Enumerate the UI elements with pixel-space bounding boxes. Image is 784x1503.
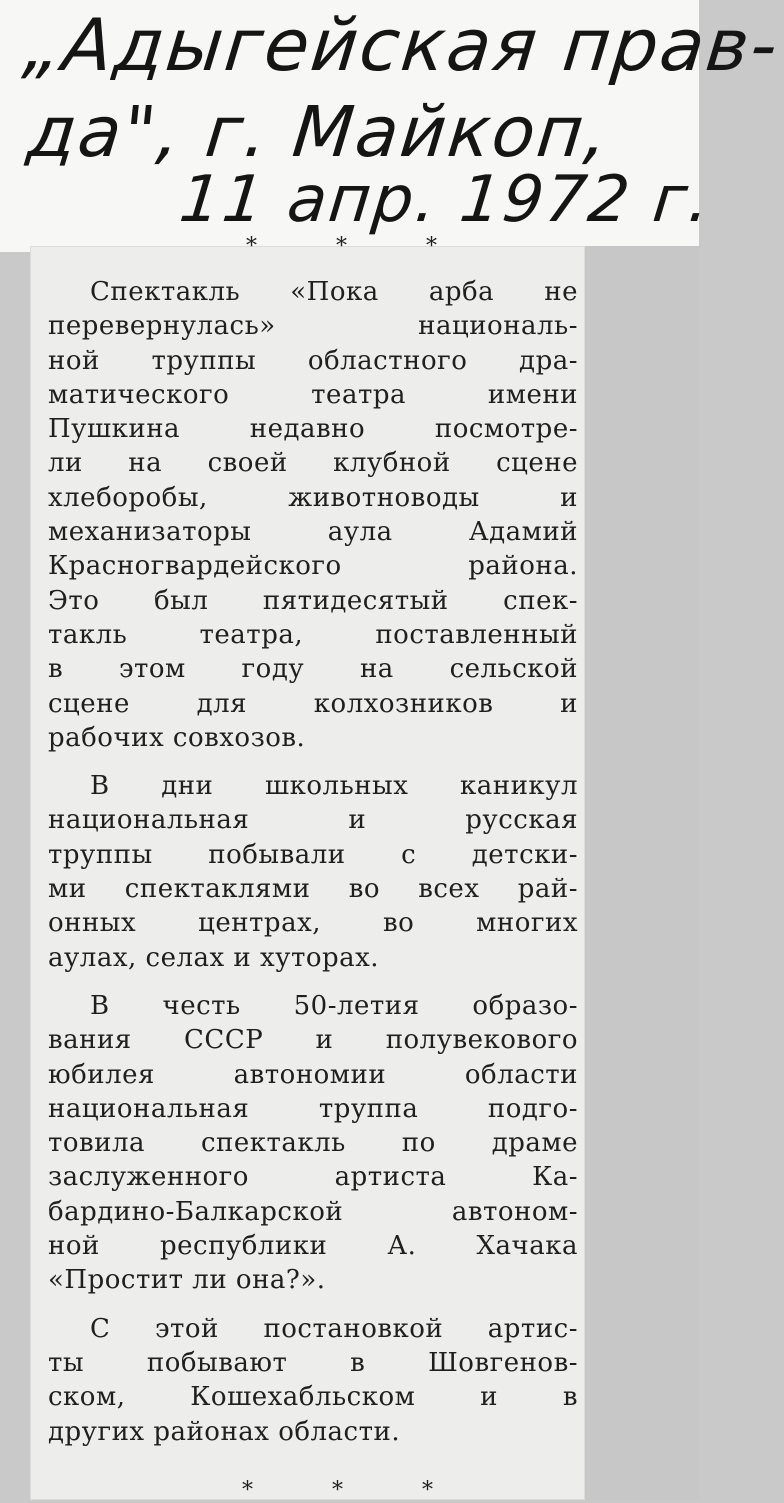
text-line: Это был пятидесятый спек- [48, 585, 578, 616]
ornament-top: * * * [246, 234, 473, 259]
text-line: перевернулась» националь- [48, 311, 578, 342]
text-line: Красногвардейского района. [48, 551, 578, 582]
handwritten-source-line-2: да", г. Майкоп, [23, 91, 614, 173]
text-line: такль театра, поставленный [48, 619, 578, 650]
text-line: матического театра имени [48, 379, 578, 410]
text-line: рабочих совхозов. [48, 722, 306, 753]
text-line: Пушкина недавно посмотре- [48, 414, 578, 445]
text-line: ной республики А. Хачака [48, 1231, 578, 1262]
paragraph-1 [48, 275, 578, 755]
text-line: труппы побывали с детски- [48, 839, 578, 870]
text-line: Спектакль «Пока арба не [90, 277, 578, 307]
text-line: В честь 50-летия образо- [90, 990, 578, 1021]
text-line: ты побывают в Шовгенов- [48, 1347, 578, 1378]
text-line: национальная труппа подго- [48, 1093, 578, 1124]
paragraph-2 [48, 769, 578, 975]
text-line: других районах области. [48, 1416, 401, 1447]
text-line: «Простит ли она?». [48, 1265, 326, 1296]
text-line: С этой постановкой артис- [90, 1313, 578, 1344]
text-line: ли на своей клубной сцене [48, 448, 578, 479]
text-line: сцене для колхозников и [48, 688, 578, 719]
text-line: национальная и русская [48, 805, 578, 836]
text-line: механизаторы аула Адамий [48, 517, 578, 548]
text-line: товила спектакль по драме [48, 1128, 578, 1159]
text-line: вания СССР и полувекового [48, 1025, 578, 1056]
text-line: ском, Кошехабльском и в [48, 1382, 578, 1413]
ornament-bottom: * * * [242, 1478, 469, 1503]
paragraph-4 [48, 1312, 578, 1449]
text-line: ми спектаклями во всех рай- [48, 874, 578, 905]
article-body [48, 275, 578, 1463]
text-line: аулах, селах и хуторах. [48, 942, 380, 973]
text-line: юбилея автономии области [48, 1059, 578, 1090]
text-line: заслуженного артиста Ка- [48, 1162, 578, 1193]
text-line: хлеборобы, животноводы и [48, 482, 578, 513]
annotation-paper [0, 0, 784, 252]
handwritten-source-line-1: „Адыгейская прав- [19, 3, 784, 87]
scan-background-strip [585, 246, 699, 1500]
text-line: бардино-Балкарской автоном- [48, 1196, 578, 1227]
handwritten-date-line: 11 апр. 1972 г. [176, 163, 716, 237]
paragraph-3 [48, 989, 578, 1298]
text-line: онных центрах, во многих [48, 908, 578, 939]
text-line: в этом году на сельской [48, 654, 578, 685]
text-line: В дни школьных каникул [90, 771, 578, 802]
text-line: ной труппы областного дра- [48, 345, 578, 376]
